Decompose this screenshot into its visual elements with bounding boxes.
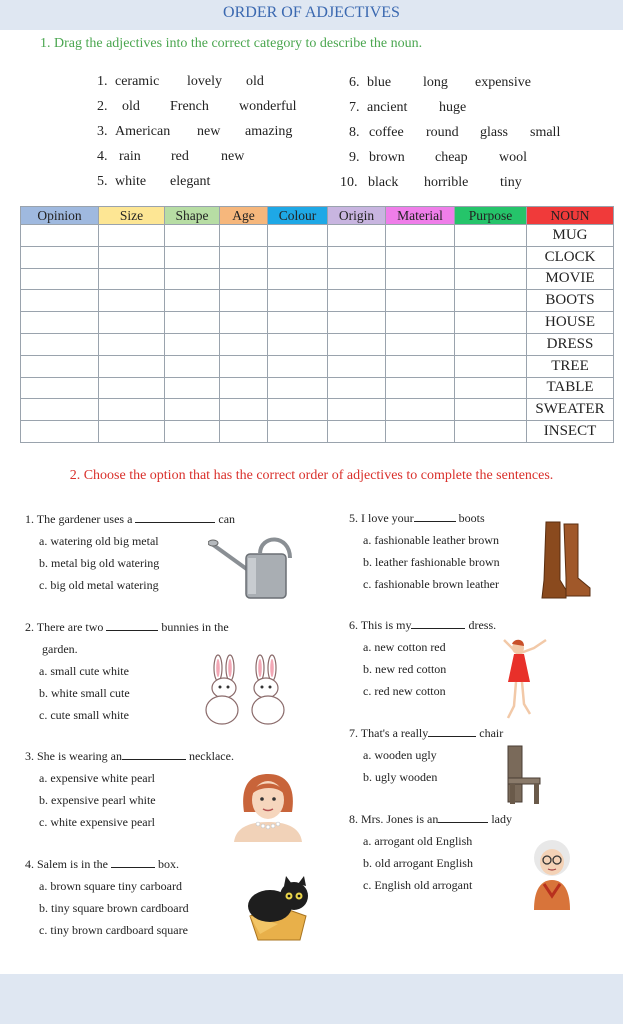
adjective-word[interactable]: lovely <box>187 74 222 89</box>
drop-cell[interactable] <box>220 333 268 355</box>
question-3-blank[interactable] <box>122 759 186 760</box>
drop-cell[interactable] <box>386 421 455 443</box>
drop-cell[interactable] <box>386 312 455 334</box>
question-7-option-b[interactable]: b. ugly wooden <box>363 770 438 784</box>
noun-cell: SWEATER <box>527 399 614 421</box>
drop-cell[interactable] <box>220 421 268 443</box>
drop-cell[interactable] <box>328 225 386 247</box>
drop-cell[interactable] <box>268 399 328 421</box>
adjective-word[interactable]: expensive <box>475 75 531 90</box>
drop-cell[interactable] <box>165 399 220 421</box>
question-7-stem: 7. That's a really <box>349 726 429 740</box>
adjective-word[interactable]: amazing <box>245 124 293 139</box>
adjective-category-table <box>20 206 614 443</box>
adjective-group-number: 1. <box>97 74 108 89</box>
noun-cell: HOUSE <box>527 312 614 334</box>
question-8-option-a[interactable]: a. arrogant old English <box>363 834 473 848</box>
drop-cell[interactable] <box>21 225 99 247</box>
adjective-word[interactable]: black <box>368 175 399 190</box>
table-row <box>21 290 614 312</box>
adjective-word[interactable]: horrible <box>424 175 469 190</box>
question-8-option-c[interactable]: c. English old arrogant <box>363 878 473 892</box>
question-7-stem-end: chair <box>479 726 504 740</box>
table-row <box>21 377 614 399</box>
table-row <box>21 333 614 355</box>
drop-cell[interactable] <box>328 355 386 377</box>
drop-cell[interactable] <box>21 268 99 290</box>
drop-cell[interactable] <box>165 355 220 377</box>
table-row <box>21 225 614 247</box>
question-8-blank[interactable] <box>438 822 488 823</box>
question-1-stem-end: can <box>218 512 236 526</box>
drop-cell[interactable] <box>99 225 165 247</box>
table-row <box>21 399 614 421</box>
adjective-group-number: 4. <box>97 149 108 164</box>
category-header: NOUN <box>527 207 614 225</box>
adjective-word[interactable]: new <box>197 124 221 139</box>
adjective-word[interactable]: wonderful <box>239 99 297 114</box>
adjective-word[interactable]: huge <box>439 100 467 115</box>
page-title: ORDER OF ADJECTIVES <box>223 4 400 21</box>
boots-icon <box>540 520 594 600</box>
question-7-option-a[interactable]: a. wooden ugly <box>363 748 437 762</box>
question-2-option-b[interactable]: b. white small cute <box>39 686 130 700</box>
drop-cell[interactable] <box>220 399 268 421</box>
adjective-word[interactable]: rain <box>119 149 141 164</box>
drop-cell[interactable] <box>455 290 527 312</box>
question-6-option-b[interactable]: b. new red cotton <box>363 662 447 676</box>
drop-cell[interactable] <box>99 399 165 421</box>
drop-cell[interactable] <box>21 333 99 355</box>
question-1-option-c[interactable]: c. big old metal watering <box>39 578 159 592</box>
adjective-word[interactable]: round <box>426 125 459 140</box>
noun-cell: TABLE <box>527 377 614 399</box>
question-4-stem-end: box. <box>158 857 179 871</box>
noun-cell: MUG <box>527 225 614 247</box>
category-header: Shape <box>165 207 220 225</box>
question-1-blank[interactable] <box>135 522 215 523</box>
adjective-word[interactable]: cheap <box>435 150 468 165</box>
chair-icon <box>504 744 544 806</box>
instruction-2: 2. Choose the option that has the correct order of adjectives to complete the sentences. <box>69 468 554 483</box>
adjective-group-number: 3. <box>97 124 108 139</box>
drop-cell[interactable] <box>455 312 527 334</box>
drop-cell[interactable] <box>386 333 455 355</box>
drop-cell[interactable] <box>268 312 328 334</box>
drop-cell[interactable] <box>268 333 328 355</box>
instruction-1: 1. Drag the adjectives into the correct category to describe the noun. <box>40 36 423 51</box>
table-header-row <box>21 207 614 225</box>
question-7-blank[interactable] <box>428 736 476 737</box>
adjective-group-number: 9. <box>349 150 360 165</box>
drop-cell[interactable] <box>165 290 220 312</box>
drop-cell[interactable] <box>328 421 386 443</box>
drop-cell[interactable] <box>268 225 328 247</box>
drop-cell[interactable] <box>455 421 527 443</box>
drop-cell[interactable] <box>455 333 527 355</box>
drop-cell[interactable] <box>99 355 165 377</box>
adjective-word[interactable]: glass <box>480 125 508 140</box>
question-3-stem: 3. She is wearing an <box>25 749 122 763</box>
drop-cell[interactable] <box>328 399 386 421</box>
drop-cell[interactable] <box>21 312 99 334</box>
footer-bar <box>0 974 623 1024</box>
drop-cell[interactable] <box>386 225 455 247</box>
question-2-stem: 2. There are two <box>25 620 104 634</box>
question-4-option-c[interactable]: c. tiny brown cardboard square <box>39 923 188 937</box>
drop-cell[interactable] <box>268 377 328 399</box>
question-5-option-c[interactable]: c. fashionable brown leather <box>363 577 499 591</box>
question-4-blank[interactable] <box>111 867 155 868</box>
drop-cell[interactable] <box>455 355 527 377</box>
drop-cell[interactable] <box>165 268 220 290</box>
drop-cell[interactable] <box>328 377 386 399</box>
girl-icon <box>232 772 304 842</box>
drop-cell[interactable] <box>268 355 328 377</box>
question-6-stem: 6. This is my <box>349 618 412 632</box>
category-header: Opinion <box>21 207 99 225</box>
category-header: Size <box>99 207 165 225</box>
question-8-option-b[interactable]: b. old arrogant English <box>363 856 473 870</box>
table-row <box>21 246 614 268</box>
question-6-option-a[interactable]: a. new cotton red <box>363 640 446 654</box>
drop-cell[interactable] <box>386 377 455 399</box>
noun-cell: MOVIE <box>527 268 614 290</box>
question-8-stem-end: lady <box>491 812 513 826</box>
drop-cell[interactable] <box>455 399 527 421</box>
table-body <box>21 225 614 443</box>
dancer-icon <box>500 636 550 722</box>
question-2-option-a[interactable]: a. small cute white <box>39 664 129 678</box>
noun-cell: CLOCK <box>527 246 614 268</box>
drop-cell[interactable] <box>220 377 268 399</box>
drop-cell[interactable] <box>165 333 220 355</box>
drop-cell[interactable] <box>220 312 268 334</box>
drop-cell[interactable] <box>99 290 165 312</box>
adjective-group-number: 10. <box>340 175 358 190</box>
question-8-stem: 8. Mrs. Jones is an <box>349 812 439 826</box>
drop-cell[interactable] <box>99 312 165 334</box>
adjective-word[interactable]: elegant <box>170 174 211 189</box>
table-row <box>21 312 614 334</box>
adjective-group-number: 7. <box>349 100 360 115</box>
drop-cell[interactable] <box>268 290 328 312</box>
question-3-option-b[interactable]: b. expensive pearl white <box>39 793 156 807</box>
old-lady-icon <box>526 834 578 910</box>
table-row <box>21 421 614 443</box>
category-header: Age <box>220 207 268 225</box>
drop-cell[interactable] <box>21 355 99 377</box>
question-2-option-c[interactable]: c. cute small white <box>39 708 129 722</box>
drop-cell[interactable] <box>386 399 455 421</box>
question-5-option-a[interactable]: a. fashionable leather brown <box>363 533 499 547</box>
drop-cell[interactable] <box>165 312 220 334</box>
question-6-stem-end: dress. <box>468 618 497 632</box>
drop-cell[interactable] <box>386 268 455 290</box>
adjective-group-number: 2. <box>97 99 108 114</box>
drop-cell[interactable] <box>99 333 165 355</box>
noun-cell: DRESS <box>527 333 614 355</box>
drop-cell[interactable] <box>220 268 268 290</box>
adjective-word[interactable]: American <box>115 124 171 139</box>
adjective-word[interactable]: new <box>221 149 245 164</box>
drop-cell[interactable] <box>220 225 268 247</box>
drop-cell[interactable] <box>328 290 386 312</box>
table-row <box>21 355 614 377</box>
drop-cell[interactable] <box>165 225 220 247</box>
question-4-option-b[interactable]: b. tiny square brown cardboard <box>39 901 189 915</box>
question-2-blank[interactable] <box>106 630 158 631</box>
category-header: Purpose <box>455 207 527 225</box>
drop-cell[interactable] <box>328 312 386 334</box>
drop-cell[interactable] <box>328 333 386 355</box>
table-row <box>21 268 614 290</box>
question-4-option-a[interactable]: a. brown square tiny carboard <box>39 879 182 893</box>
adjective-word[interactable]: tiny <box>500 175 522 190</box>
adjective-group-number: 5. <box>97 174 108 189</box>
black-cat-icon <box>240 876 316 942</box>
drop-cell[interactable] <box>328 246 386 268</box>
drop-cell[interactable] <box>21 377 99 399</box>
question-3-stem-end: necklace. <box>188 749 234 763</box>
category-header: Colour <box>268 207 328 225</box>
noun-cell: INSECT <box>527 421 614 443</box>
adjective-word[interactable]: brown <box>369 150 405 165</box>
drop-cell[interactable] <box>386 355 455 377</box>
question-1-stem: 1. The gardener uses a <box>25 512 133 526</box>
adjective-word[interactable]: small <box>530 125 561 140</box>
adjective-word[interactable]: ceramic <box>115 74 160 89</box>
drop-cell[interactable] <box>21 421 99 443</box>
question-1-option-b[interactable]: b. metal big old watering <box>39 556 160 570</box>
question-6-option-c[interactable]: c. red new cotton <box>363 684 446 698</box>
adjective-word[interactable]: coffee <box>369 125 404 140</box>
drop-cell[interactable] <box>455 225 527 247</box>
drop-cell[interactable] <box>165 421 220 443</box>
drop-cell[interactable] <box>328 268 386 290</box>
drop-cell[interactable] <box>21 399 99 421</box>
question-5-blank[interactable] <box>414 521 456 522</box>
adjective-word[interactable]: long <box>423 75 448 90</box>
drop-cell[interactable] <box>386 246 455 268</box>
category-header: Material <box>386 207 455 225</box>
question-5-stem: 5. I love your <box>349 511 414 525</box>
drop-cell[interactable] <box>99 377 165 399</box>
adjective-group-number: 8. <box>349 125 360 140</box>
drop-cell[interactable] <box>455 377 527 399</box>
adjective-word[interactable]: old <box>246 74 264 89</box>
adjective-word[interactable]: French <box>170 99 209 114</box>
question-3-option-a[interactable]: a. expensive white pearl <box>39 771 155 785</box>
question-5-option-b[interactable]: b. leather fashionable brown <box>363 555 500 569</box>
question-3-option-c[interactable]: c. white expensive pearl <box>39 815 155 829</box>
adjective-word[interactable]: wool <box>499 150 527 165</box>
drop-cell[interactable] <box>268 268 328 290</box>
question-4-stem: 4. Salem is in the <box>25 857 108 871</box>
adjective-word[interactable]: blue <box>367 75 392 90</box>
question-6-blank[interactable] <box>411 628 465 629</box>
noun-cell: TREE <box>527 355 614 377</box>
drop-cell[interactable] <box>455 268 527 290</box>
drop-cell[interactable] <box>99 246 165 268</box>
adjective-word[interactable]: red <box>171 149 189 164</box>
question-2-stem-cont: garden. <box>42 642 78 656</box>
drop-cell[interactable] <box>99 421 165 443</box>
drop-cell[interactable] <box>268 421 328 443</box>
drop-cell[interactable] <box>165 377 220 399</box>
question-1-option-a[interactable]: a. watering old big metal <box>39 534 159 548</box>
drop-cell[interactable] <box>386 290 455 312</box>
drop-cell[interactable] <box>21 246 99 268</box>
question-5-stem-end: boots <box>458 511 485 525</box>
drop-cell[interactable] <box>165 246 220 268</box>
adjective-word[interactable]: ancient <box>367 100 408 115</box>
drop-cell[interactable] <box>455 246 527 268</box>
adjective-group-number: 6. <box>349 75 360 90</box>
watering-can-icon <box>208 530 300 602</box>
question-2-stem-end: bunnies in the <box>161 620 229 634</box>
adjective-word[interactable]: old <box>122 99 140 114</box>
drop-cell[interactable] <box>268 246 328 268</box>
bunnies-icon <box>200 654 292 726</box>
drop-cell[interactable] <box>21 290 99 312</box>
drop-cell[interactable] <box>220 355 268 377</box>
category-header: Origin <box>328 207 386 225</box>
drop-cell[interactable] <box>220 290 268 312</box>
noun-cell: BOOTS <box>527 290 614 312</box>
drop-cell[interactable] <box>220 246 268 268</box>
drop-cell[interactable] <box>99 268 165 290</box>
adjective-word[interactable]: white <box>115 174 147 189</box>
